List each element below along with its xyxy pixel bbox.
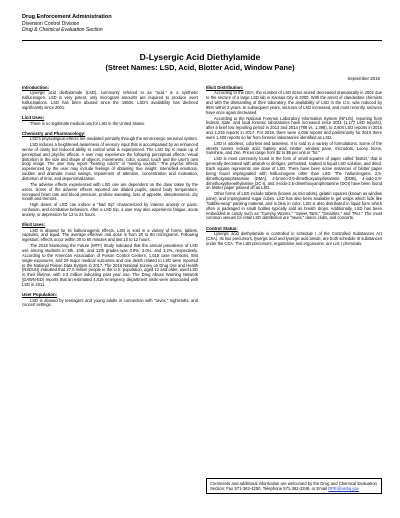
left-column bbox=[22, 86, 198, 309]
section-heading-control-status: Control Status: bbox=[206, 225, 238, 231]
paragraph: According to the National Forensic Laboratory Information System (NFLIS), reporting from federal, state, and local forensic laboratories have increased since 2011 (1,177 LSD reports), after a brief low reporting period in 2013 and 2014 (788 vs. 1,398), to 3,604 LSD reports in 2016 and 4,319 reports in 2017. For 2018, there were 4,036 reports and preliminarily for 2019 there were 1,400 reports so far from forensic laboratories identified as LSD. bbox=[206, 115, 382, 140]
document-header bbox=[22, 14, 382, 33]
paragraph: There is no legitimate medical use for LSD in the United States. bbox=[30, 120, 146, 126]
document-title: D-Lysergic Acid Diethylamide bbox=[139, 52, 261, 62]
section-heading-chemistry: Chemistry and Pharmacology: bbox=[22, 130, 86, 136]
section-heading-user-population: User Population: bbox=[22, 292, 58, 298]
paragraph: High doses of LSD can induce a "bad trip" characterized by intense anxiety or panic, confusion, and combative behaviors. After a LSD trip, a user may also experience fatigue, acute anxiety, or depression for 12 to 24 hours. bbox=[22, 202, 198, 217]
division-name: Diversion Control Division bbox=[22, 21, 80, 27]
contact-email-link[interactable]: DPE@usdoj.gov bbox=[328, 486, 359, 492]
contact-info-box bbox=[206, 478, 382, 494]
section-name: Drug & Chemical Evaluation Section bbox=[22, 27, 103, 33]
publication-date: September 2019 bbox=[347, 76, 380, 81]
paragraph: LSD is abused for its hallucinogenic effects. LSD is sold in a variety of forms, tablets, capsules, and liquid. The average effective oral dose is from 20 to 80 micrograms. Following ingestion, effects occur within 30 to 60 minutes and last 10 to 12 hours. bbox=[22, 227, 198, 243]
paragraph: LSD is most commonly found in the form of small squares of paper called 'blotter,' that is generally decorated with artwork or designs, perforated, soaked in liquid LSD solution, and dried. Each square represents one dose of LSD. There have been some instances of blotter paper being found impregnated with hallucinogens other than LSD. The hallucinogens, 2,5-dimethoxyamphetamine (DMA), 4-bromo-2,5-dimethoxyamphetamine (DOB), 4-iodo-2,5-dimethoxyphenethylamine (2C-I), and 4-iodo-2,5-dimethoxyamphetamine (DOI) have been found on blotter paper passed off as LSD. bbox=[206, 156, 382, 191]
paragraph: The 2018 Monitoring the Future (MTF) Study indicated that the annual prevalence of LSD use among students in 8th, 10th, and 12th grades was 0.9%, 2.0%, and 3.2%, respectively. According to the American Association of Poison Control Centers, 1,018 case mentions, 594 single exposures, and 29 major medical outcomes and one death related to LSD were reported to the National Poison Data System in 2017. The 2018 National Survey on Drug Use and Health (NSDUH) indicated that 27.0 million people in the U.S. population, aged 12 and older, used LSD in their lifetime, with 2.3 million indicating past year use. The Drug Abuse Warning Network (DAWN-ED) reports that an estimated 4,819 emergency department visits were associated with LSD in 2011. bbox=[22, 243, 198, 287]
paragraph: LSD's physiological effects are mediated primarily through the serotonergic neuronal system. bbox=[30, 136, 198, 142]
section-heading-illicit-distribution: Illicit Distribution: bbox=[206, 85, 244, 90]
paragraph: The adverse effects experienced with LSD use are dependent on the dose taken by the users. Some of the adverse effects reported are dilated pupils, raised body temperature, increased heart rate and blood pressure, profuse sweating, loss of appetite, sleeplessness, dry mouth and tremors. bbox=[22, 181, 198, 202]
paragraph: LSD induces a heightened awareness of sensory input that is accompanied by an enhanced sense of clarity but reduced ability to control what is experienced. The LSD trip is made up of perceptual and psychic effects. A user may experience the following perceptual effects: visual distortion in the size and shape of objects, movements, color, sound, touch and the user's own body image. The user may report "hearing colors" or "seeing sounds." The psychic effects experienced by the user may include feelings of obtaining true insight, intensified emotions, sudden and dramatic mood swings, impairment of attention, concentration and motivation, distortion of time, and depersonalization. bbox=[22, 142, 198, 181]
section-heading-licit-uses: Licit Uses: bbox=[22, 115, 45, 121]
document-subtitle: (Street Names: LSD, Acid, Blotter Acid, Window Pane) bbox=[105, 63, 295, 72]
section-heading-illicit-uses: Illicit Uses: bbox=[22, 222, 46, 228]
paragraph: According to the DEA, the number of LSD items seized decreased dramatically in 2002 due to the seizure of a large LSD lab in Kansas City in 2000. With the arrest of clandestine chemists and with the dismantling of their laboratory, the availability of LSD in the U.S. was reduced by 95% within 2 years. In subsequent years, seizures of LSD increased, and most recently, seizures have once again decreased. bbox=[206, 90, 382, 115]
section-heading-introduction: Introduction: bbox=[22, 85, 50, 90]
paragraph: LSD is odorless, colorless and tasteless. It is sold in a variety of formulations. Some of the streets names include acid, battery acid, blotter, window pane, microdots, Loony toons, Sunshine, and Zen. Prices range from $2 to $5 per unit or "hit." bbox=[206, 140, 382, 156]
contact-text: Comments and additional information are welcomed by the Drug and Chemical Evaluation Section; Fax 571-362-4250, Telephone 571-362-3249, or Email bbox=[210, 481, 377, 492]
paragraph: Lysergic acid diethylamide (LSD), commonly referred to as "acid," is a synthetic hallucinogen. LSD is very potent, only microgram amounts are required to produce overt hallucinations. LSD has been abused since the 1960s. LSD's availability has declined significantly since 2001. bbox=[22, 90, 198, 110]
paragraph: Lysergic acid diethylamide is controlled in schedule I of the Controlled Substances Act (CSA). Its two precursors, lysergic acid and lysergic acid amide, are both schedule III substances under the CSA. The LSD precursors, ergotamine and ergonovine, are List I chemicals. bbox=[206, 231, 382, 246]
right-column bbox=[206, 86, 382, 248]
agency-name: Drug Enforcement Administration bbox=[22, 14, 112, 20]
header-divider bbox=[22, 40, 382, 41]
paragraph: LSD is abused by teenagers and young adults in connection with "raves," nightclubs, and concert settings. bbox=[22, 297, 198, 308]
paragraph: Other forms of LSD include tablets (known as microdots), gelatin squares (known as window pane), and impregnated sugar cubes. LSD has also been available in gel wraps which look like "bubble-wrap" packing material, and is blue in color. LSD is also distributed in liquid form which often is packaged in small bottles typically sold as breath drops. Additionally, LSD has been embedded in candy such as "Gummy Worms," "Sweet Tarts," "Smarties," and "Pez." The most common venues for retail LSD distribution are "raves," dance clubs, and concerts. bbox=[206, 191, 382, 221]
